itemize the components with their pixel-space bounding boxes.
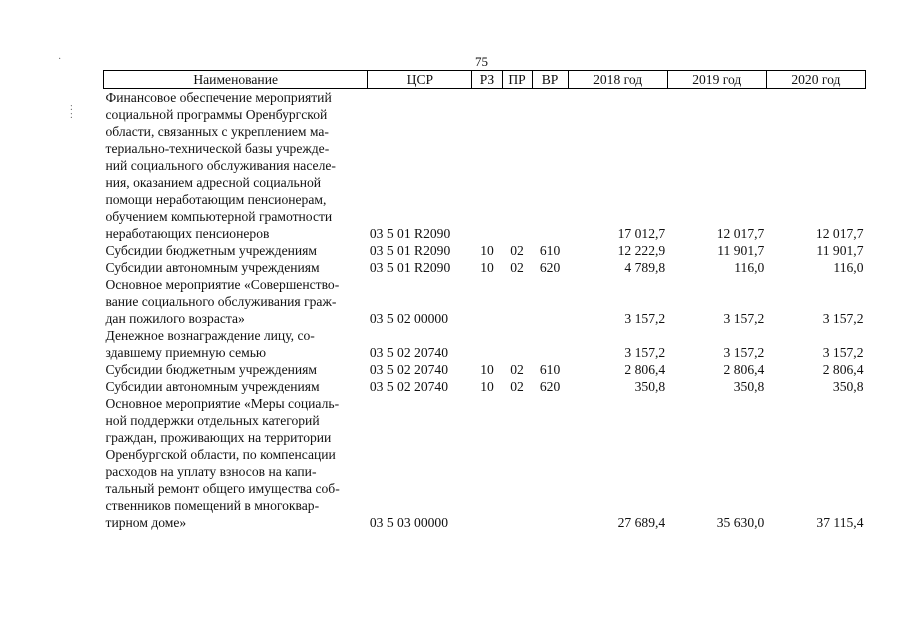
- header-vr: ВР: [532, 71, 568, 89]
- budget-table: [103, 70, 866, 531]
- row-vr: [532, 276, 568, 327]
- row-name: [104, 242, 368, 259]
- row-2020: 12 017,7: [815, 226, 864, 241]
- margin-speck: : :: [70, 102, 73, 121]
- row-2020: 3 157,2: [822, 345, 864, 360]
- row-rz: [472, 395, 502, 531]
- row-2019: 12 017,7: [716, 226, 765, 241]
- row-rz: 10: [480, 243, 494, 258]
- row-2019: 3 157,2: [723, 345, 765, 360]
- row-name-line: тирном доме»: [105, 515, 187, 530]
- row-2018: 17 012,7: [617, 226, 666, 241]
- row-rz: 10: [480, 260, 494, 275]
- row-name-line: Субсидии бюджетным учреждениям: [105, 362, 318, 377]
- row-vr: [532, 89, 568, 243]
- page-number: 75: [475, 54, 488, 69]
- row-rz: [472, 327, 502, 361]
- table-row: [104, 242, 866, 259]
- row-vr: 620: [539, 260, 561, 275]
- row-2018: 3 157,2: [624, 311, 666, 326]
- header-2020: 2020 год: [766, 71, 865, 89]
- row-name-line: неработающих пенсионеров: [105, 226, 270, 241]
- row-name-line: Денежное вознаграждение лицу, со-: [105, 328, 315, 343]
- row-2019: 35 630,0: [716, 515, 765, 530]
- header-2018: 2018 год: [568, 71, 667, 89]
- row-vr: [532, 395, 568, 531]
- row-name-line: Субсидии автономным учреждениям: [105, 379, 320, 394]
- row-pr: [502, 327, 532, 361]
- row-2019: 3 157,2: [723, 311, 765, 326]
- row-2018: 350,8: [634, 379, 666, 394]
- row-name: [104, 378, 368, 395]
- row-name-line: ний социального обслуживания населе-: [105, 158, 336, 173]
- header-pr: ПР: [502, 71, 532, 89]
- row-name: [104, 361, 368, 378]
- row-csr: 03 5 01 R2090: [369, 243, 451, 258]
- row-name: [104, 276, 368, 327]
- row-csr: 03 5 01 R2090: [369, 260, 451, 275]
- row-vr: 610: [539, 362, 561, 377]
- row-pr: 02: [510, 243, 524, 258]
- row-csr: 03 5 02 00000: [369, 311, 449, 326]
- row-2018: 4 789,8: [624, 260, 666, 275]
- row-2020: 37 115,4: [816, 515, 864, 530]
- row-name-line: тальный ремонт общего имущества соб-: [105, 481, 340, 496]
- margin-speck: ·: [58, 54, 62, 65]
- row-2018: 12 222,9: [617, 243, 666, 258]
- row-2020: 11 901,7: [816, 243, 864, 258]
- row-rz: [472, 89, 502, 243]
- row-name-line: Основное мероприятие «Меры социаль-: [105, 396, 340, 411]
- row-pr: 02: [510, 379, 524, 394]
- row-csr: 03 5 02 20740: [369, 379, 449, 394]
- row-name-line: Оренбургской области, по компенсации: [105, 447, 336, 462]
- table-row: [104, 327, 866, 361]
- table-body: [104, 89, 866, 532]
- row-name-line: ственников помещений в многоквар-: [105, 498, 320, 513]
- row-csr: 03 5 02 20740: [369, 362, 449, 377]
- table-row: [104, 378, 866, 395]
- row-name-line: Финансовое обеспечение мероприятий: [105, 90, 332, 105]
- budget-table-container: [103, 70, 866, 531]
- row-name-line: социальной программы Оренбургской: [105, 107, 328, 122]
- row-name-line: териально-технической базы учрежде-: [105, 141, 330, 156]
- row-name-line: вание социального обслуживания граж-: [105, 294, 337, 309]
- table-row: [104, 259, 866, 276]
- row-pr: 02: [510, 362, 524, 377]
- row-2019: 2 806,4: [723, 362, 765, 377]
- row-name: [104, 395, 368, 531]
- row-name: [104, 259, 368, 276]
- row-name-line: Основное мероприятие «Совершенство-: [105, 277, 340, 292]
- table-row: [104, 276, 866, 327]
- row-2018: 2 806,4: [624, 362, 666, 377]
- row-name-line: здавшему приемную семью: [105, 345, 267, 360]
- table-row: [104, 361, 866, 378]
- row-rz: 10: [480, 379, 494, 394]
- row-name-line: обучением компьютерной грамотности: [105, 209, 333, 224]
- row-rz: [472, 276, 502, 327]
- row-2018: 27 689,4: [617, 515, 666, 530]
- row-rz: 10: [480, 362, 494, 377]
- row-vr: [532, 327, 568, 361]
- row-name-line: граждан, проживающих на территории: [105, 430, 332, 445]
- row-name-line: ния, оказанием адресной социальной: [105, 175, 322, 190]
- table-row: [104, 89, 866, 243]
- row-name-line: ной поддержки отдельных категорий: [105, 413, 320, 428]
- table-header-row: [104, 71, 866, 89]
- row-2019: 11 901,7: [717, 243, 765, 258]
- row-csr: 03 5 02 20740: [369, 345, 449, 360]
- header-name: Наименование: [104, 71, 368, 89]
- header-rz: РЗ: [472, 71, 502, 89]
- header-2019: 2019 год: [667, 71, 766, 89]
- row-pr: [502, 89, 532, 243]
- row-name-line: Субсидии автономным учреждениям: [105, 260, 320, 275]
- row-csr: 03 5 03 00000: [369, 515, 449, 530]
- row-name-line: Субсидии бюджетным учреждениям: [105, 243, 318, 258]
- row-2020: 350,8: [832, 379, 864, 394]
- row-name: [104, 89, 368, 243]
- row-2018: 3 157,2: [624, 345, 666, 360]
- row-2019: 350,8: [733, 379, 765, 394]
- row-pr: [502, 395, 532, 531]
- row-2020: 2 806,4: [822, 362, 864, 377]
- row-vr: 610: [539, 243, 561, 258]
- row-name: [104, 327, 368, 361]
- row-name-line: дан пожилого возраста»: [105, 311, 245, 326]
- row-2019: 116,0: [734, 260, 765, 275]
- row-csr: 03 5 01 R2090: [369, 226, 451, 241]
- row-name-line: области, связанных с укреплением ма-: [105, 124, 329, 139]
- row-name-line: помощи неработающим пенсионерам,: [105, 192, 327, 207]
- row-2020: 116,0: [833, 260, 864, 275]
- row-pr: 02: [510, 260, 524, 275]
- row-vr: 620: [539, 379, 561, 394]
- header-csr: ЦСР: [368, 71, 472, 89]
- row-name-line: расходов на уплату взносов на капи-: [105, 464, 317, 479]
- row-pr: [502, 276, 532, 327]
- row-2020: 3 157,2: [822, 311, 864, 326]
- table-row: [104, 395, 866, 531]
